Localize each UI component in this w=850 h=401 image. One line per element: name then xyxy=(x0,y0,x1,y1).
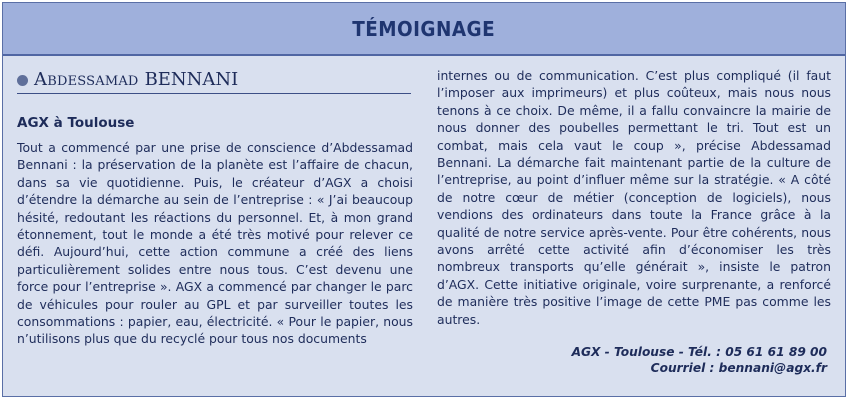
article-text-left: Tout a commencé par une prise de conscience d’Abdessamad Bennani : la préservation de la planète est l’affaire de chacun, dans sa vie quotidienne. Puis, le créateur d’AGX a choisi d’étendre la démarche au sein de l’entreprise : « J’ai beaucoup hésité, redoutant les réactions du personnel. Et, à mon grand étonnement, tout le monde a été très motivé pour relever ce défi. Aujourd’hui, cette action commune a créé des liens particulièrement solides entre nous tous. C’est devenu une force pour l’entreprise ». AGX a commencé par changer le parc de véhicules pour rouler au GPL et par surveiller toutes les consommations : papier, eau, électricité. « Pour le papier, nous n’utilisons plus que du recyclé pour tous nos documents xyxy=(17,140,413,347)
person-first-name: Abdessamad xyxy=(34,69,139,91)
banner-title: TÉMOIGNAGE xyxy=(352,16,496,41)
testimonial-box xyxy=(2,2,846,397)
left-column xyxy=(17,67,413,348)
banner xyxy=(3,3,845,56)
contact-phone: AGX - Toulouse - Tél. : 05 61 61 89 00 xyxy=(571,345,827,359)
right-column xyxy=(437,67,831,328)
contact-email: Courriel : bennani@agx.fr xyxy=(650,361,827,375)
bullet-icon xyxy=(17,75,28,86)
person-heading xyxy=(17,67,411,94)
article-subhead: AGX à Toulouse xyxy=(17,115,135,131)
article-text-right: internes ou de communication. C’est plus compliqué (il faut l’imposer aux imprimeurs) et plus coûteux, mais nous nous tenons à ce choix. De même, il a fallu convaincre la mairie de nous donner des poubelles permettant le tri. Tout est un combat, mais cela vaut le coup », précise Abdessamad Bennani. La démarche fait maintenant partie de la culture de l’entreprise, au point d’influer même sur la stratégie. « A côté de notre cœur de métier (conception de logiciels), nous vendions des ordinateurs dans toute la France grâce à la qualité de notre service après-vente. Pour être cohérents, nous avons arrêté cette activité afin d’économiser les très nombreux transports qu’elle générait », insiste le patron d’AGX. Cette initiative originale, voire surprenante, a renforcé de manière très positive l’image de cette PME pas comme les autres. xyxy=(437,68,831,327)
person-last-name: BENNANI xyxy=(144,69,239,91)
